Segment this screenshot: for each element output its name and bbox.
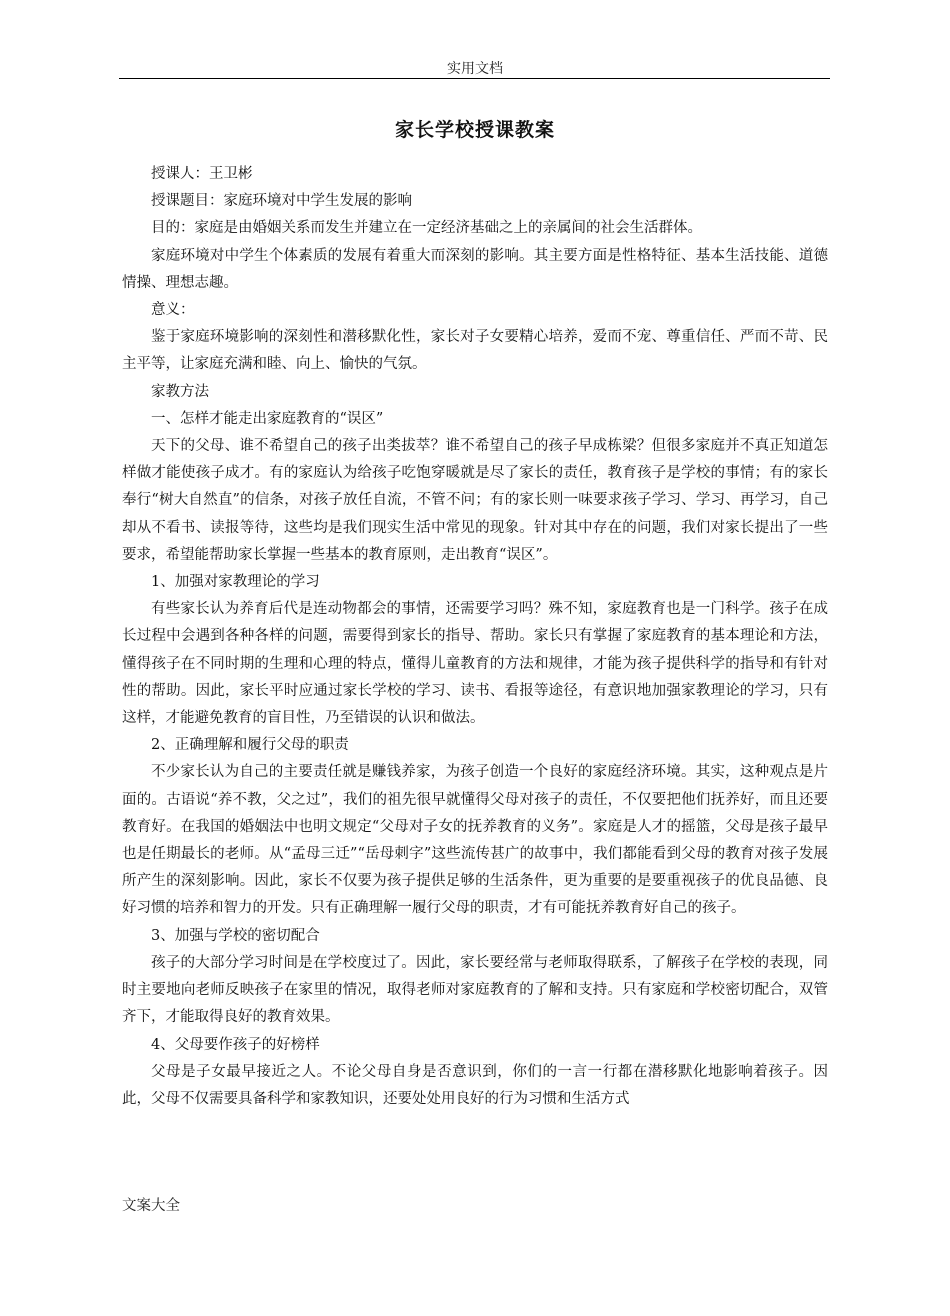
subheading-2: 2、正确理解和履行父母的职责: [151, 737, 349, 754]
page-footer: 文案大全: [122, 1198, 180, 1214]
document-body: [122, 161, 828, 1113]
paragraph-influence: 家庭环境对中学生个体素质的发展有着重大而深刻的影响。其主要方面是性格特征、基本生活技能、道德情操、理想志趣。: [122, 247, 828, 291]
header-rule: [119, 78, 830, 79]
running-header: 实用文档: [447, 61, 503, 77]
paragraph-role-model: 父母是子女最早接近之人。不论父母自身是否意识到，你们的一言一行都在潜移默化地影响着孩子。因此，父母不仅需要具备科学和家教知识，还要处处用良好的行为习惯和生活方式: [122, 1063, 828, 1107]
paragraph-duties: 不少家长认为自己的主要责任就是赚钱养家，为孩子创造一个良好的家庭经济环境。其实，这种观点是片面的。古语说“养不教，父之过”，我们的祖先很早就懂得父母对孩子的责任，不仅要把他们抚养好，而且还要教育好。在我国的婚姻法中也明文规定“父母对子女的抚养教育的义务”。家庭是人才的摇篮，父母是孩子最早也是任期最长的老师。从“孟母三迁”“岳母刺字”这些流传甚广的故事中，我们都能看到父母的教育对孩子发展所产生的深刻影响。因此，家长不仅要为孩子提供足够的生活条件，更为重要的是要重视孩子的优良品德、良好习惯的培养和智力的开发。只有正确理解一履行父母的职责，才有可能抚养教育好自己的孩子。: [122, 764, 828, 917]
subheading-3: 3、加强与学校的密切配合: [151, 927, 320, 944]
subheading-1: 1、加强对家教理论的学习: [151, 574, 320, 591]
paragraph-school: 孩子的大部分学习时间是在学校度过了。因此，家长要经常与老师取得联系，了解孩子在学校的表现，同时主要地向老师反映孩子在家里的情况，取得老师对家庭教育的了解和支持。只有家庭和学校密切配合，双管齐下，才能取得良好的教育效果。: [122, 954, 828, 1026]
paragraph-theory: 有些家长认为养育后代是连动物都会的事情，还需要学习吗？殊不知，家庭教育也是一门科学。孩子在成长过程中会遇到各种各样的问题，需要得到家长的指导、帮助。家长只有掌握了家庭教育的基本理论和方法，懂得孩子在不同时期的生理和心理的特点，懂得儿童教育的方法和规律，才能为孩子提供科学的指导和有针对性的帮助。因此，家长平时应通过家长学校的学习、读书、看报等途径，有意识地加强家教理论的学习，只有这样，才能避免教育的盲目性，乃至错误的认识和做法。: [122, 601, 828, 727]
paragraph-misconceptions: 天下的父母、谁不希望自己的孩子出类拔萃？谁不希望自己的孩子早成栋梁？但很多家庭并不真正知道怎样做才能使孩子成才。有的家庭认为给孩子吃饱穿暖就是尽了家长的责任，教育孩子是学校的事情；有的家长奉行“树大自然直”的信条，对孩子放任自流，不管不问；有的家长则一味要求孩子学习、学习、再学习，自己却从不看书、读报等待，这些均是我们现实生活中常见的现象。针对其中存在的问题，我们对家长提出了一些要求，希望能帮助家长掌握一些基本的教育原则，走出教育“误区”。: [122, 438, 828, 563]
paragraph-purpose: 目的：家庭是由婚姻关系而发生并建立在一定经济基础之上的亲属间的社会生活群体。: [151, 220, 702, 237]
section-heading-methods: 家教方法: [151, 383, 209, 400]
paragraph-topic: 授课题目：家庭环境对中学生发展的影响: [151, 193, 412, 210]
subheading-4: 4、父母要作孩子的好榜样: [151, 1036, 320, 1053]
paragraph-significance-label: 意义：: [151, 302, 195, 319]
paragraph-lecturer: 授课人：王卫彬: [151, 166, 253, 182]
paragraph-significance: 鉴于家庭环境影响的深刻性和潜移默化性，家长对子女要精心培养，爱而不宠、尊重信任、严而不苛、民主平等，让家庭充满和睦、向上、愉快的气氛。: [122, 329, 828, 373]
section-heading-1: 一、怎样才能走出家庭教育的“误区”: [151, 410, 384, 427]
document-title: 家长学校授课教案: [394, 119, 555, 141]
